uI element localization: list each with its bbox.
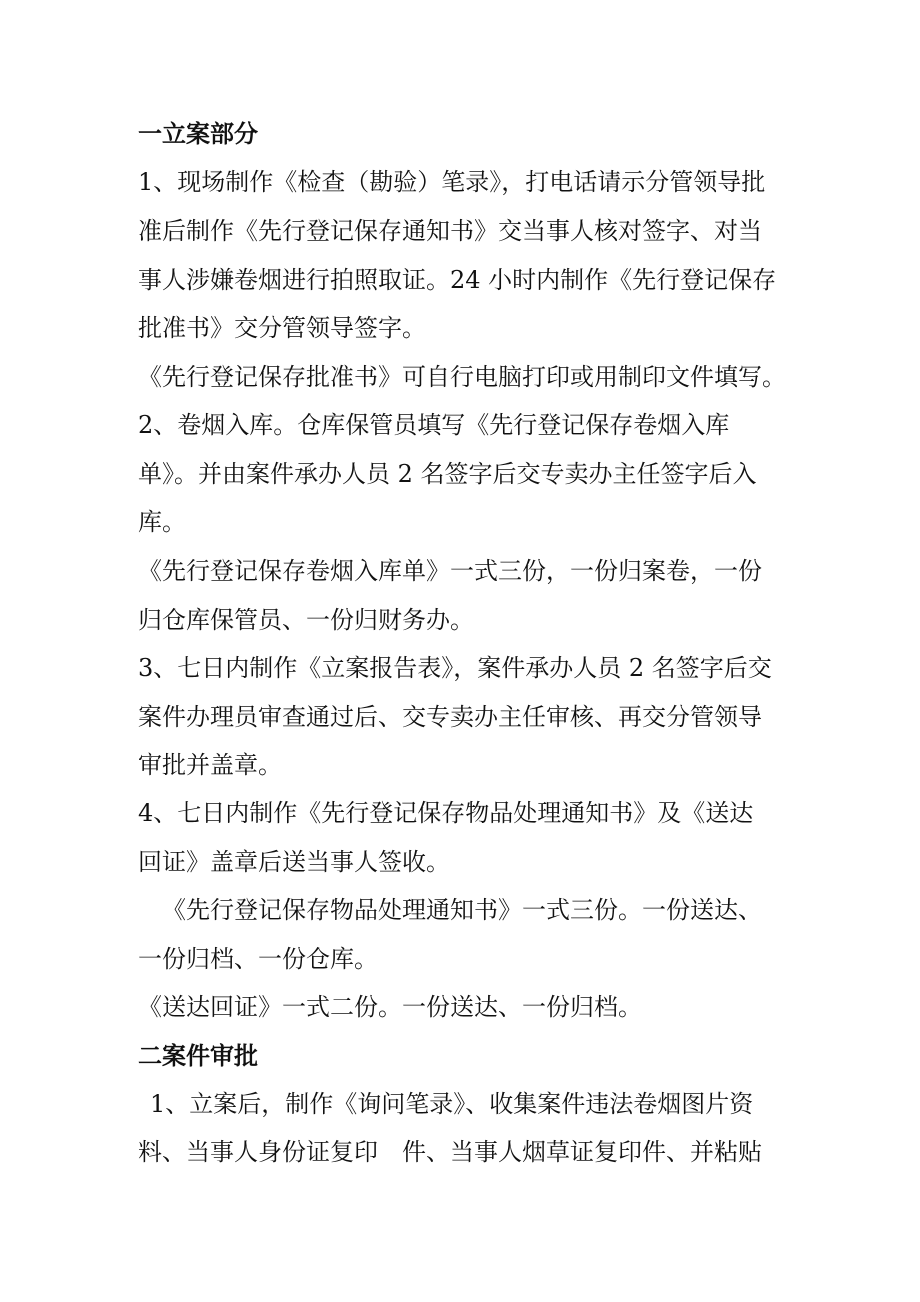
paragraph-line: 回证》盖章后送当事人签收。 — [138, 848, 450, 876]
paragraph-line: 单》。并由案件承办人员 2 名签字后交专卖办主任签字后入 — [138, 460, 757, 488]
paragraph-line: 准后制作《先行登记保存通知书》交当事人核对签字、对当 — [138, 217, 762, 245]
paragraph-line: 1、立案后，制作《询问笔录》、收集案件违法卷烟图片资 — [150, 1090, 754, 1118]
paragraph-line: 《先行登记保存批准书》可自行电脑打印或用制印文件填写。 — [138, 363, 786, 391]
paragraph-line: 《送达回证》一式二份。一份送达、一份归档。 — [138, 993, 642, 1021]
paragraph-line: 一份归档、一份仓库。 — [138, 945, 378, 973]
paragraph-line: 案件办理员审查通过后、交专卖办主任审核、再交分管领导 — [138, 703, 762, 731]
paragraph-line: 归仓库保管员、一份归财务办。 — [138, 606, 474, 634]
paragraph-line: 《先行登记保存卷烟入库单》一式三份，一份归案卷，一份 — [138, 557, 762, 585]
paragraph-line: 库。 — [138, 508, 186, 536]
paragraph-line: 《先行登记保存物品处理通知书》一式三份。一份送达、 — [162, 896, 762, 924]
paragraph-line: 审批并盖章。 — [138, 751, 282, 779]
section-heading-1: 一立案部分 — [138, 120, 258, 148]
paragraph-line: 4、七日内制作《先行登记保存物品处理通知书》及《送达 — [138, 799, 754, 827]
paragraph-line: 1、现场制作《检查（勘验）笔录》，打电话请示分管领导批 — [138, 168, 766, 196]
paragraph-line: 3、七日内制作《立案报告表》，案件承办人员 2 名签字后交 — [138, 654, 772, 682]
paragraph-line: 批准书》交分管领导签字。 — [138, 314, 426, 342]
paragraph-line: 料、当事人身份证复印 件、当事人烟草证复印件、并粘贴 — [138, 1138, 762, 1166]
section-heading-2: 二案件审批 — [138, 1042, 258, 1070]
paragraph-line: 2、卷烟入库。仓库保管员填写《先行登记保存卷烟入库 — [138, 411, 730, 439]
paragraph-line: 事人涉嫌卷烟进行拍照取证。24 小时内制作《先行登记保存 — [138, 266, 777, 294]
